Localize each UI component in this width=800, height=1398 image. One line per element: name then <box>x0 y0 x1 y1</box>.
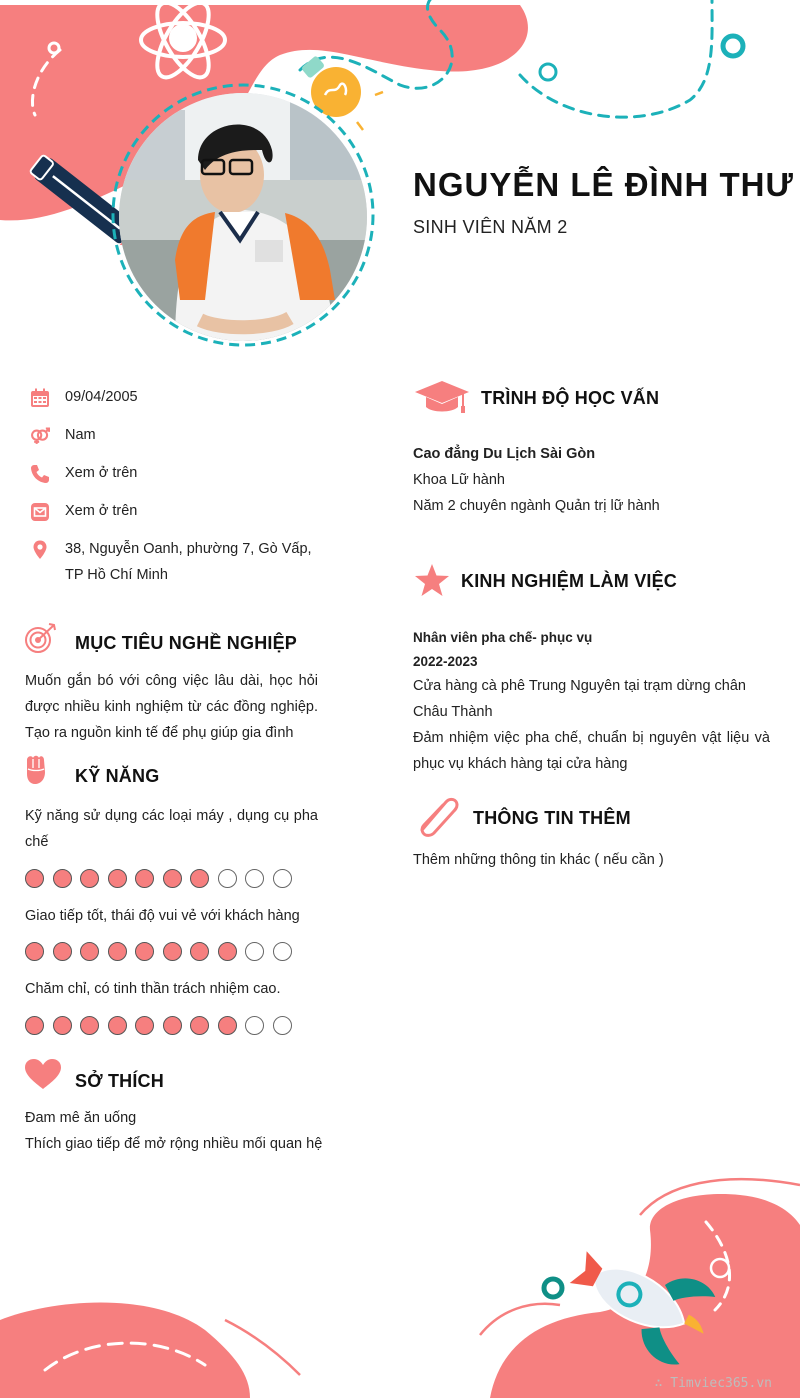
graduation-cap-icon <box>414 380 470 414</box>
phone-value: Xem ở trên <box>65 465 138 481</box>
rating-dot-filled <box>163 869 182 888</box>
rating-dot-filled <box>108 942 127 961</box>
education-school: Cao đẳng Du Lịch Sài Gòn <box>413 446 596 462</box>
experience-period: 2022-2023 <box>413 654 478 669</box>
rating-dot-filled <box>53 942 72 961</box>
contact-address <box>30 540 315 588</box>
education-faculty: Khoa Lữ hành <box>413 472 505 488</box>
extra-title: THÔNG TIN THÊM <box>473 808 631 828</box>
hobby-1: Đam mê ăn uống <box>25 1110 137 1126</box>
rating-dot-filled <box>135 869 154 888</box>
skill-2-label: Giao tiếp tốt, thái độ vui vẻ với khách hàng <box>25 908 300 924</box>
rating-dot-filled <box>53 1016 72 1035</box>
fist-icon <box>24 754 48 786</box>
contact-email <box>30 502 315 524</box>
education-title: TRÌNH ĐỘ HỌC VẤN <box>481 388 660 408</box>
rating-dot-filled <box>218 942 237 961</box>
email-value: Xem ở trên <box>65 503 138 519</box>
hobbies-title: SỞ THÍCH <box>75 1071 164 1091</box>
star-icon <box>414 563 450 597</box>
rating-dot-empty <box>273 942 292 961</box>
rating-dot-filled <box>108 869 127 888</box>
gender-icon <box>30 426 50 446</box>
objective-text: Muốn gắn bó với công việc lâu dài, học hỏi được nhiều kinh nghiệm từ các đồng nghiệp. Tạo ra nguồn kinh tế để phụ giúp gia đình <box>25 673 318 741</box>
objective-title: MỤC TIÊU NGHỀ NGHIỆP <box>75 633 298 653</box>
skill-3-rating <box>25 1016 300 1035</box>
calendar-icon <box>30 388 50 408</box>
location-pin-icon <box>30 540 50 560</box>
skill-2-rating <box>25 942 300 961</box>
skills-title: KỸ NĂNG <box>75 766 160 786</box>
rating-dot-empty <box>245 869 264 888</box>
rating-dot-filled <box>190 869 209 888</box>
rating-dot-filled <box>25 942 44 961</box>
rating-dot-filled <box>218 1016 237 1035</box>
rating-dot-filled <box>163 942 182 961</box>
rating-dot-filled <box>80 1016 99 1035</box>
target-icon <box>24 622 58 654</box>
rating-dot-filled <box>190 1016 209 1035</box>
contact-gender <box>30 426 315 448</box>
experience-duty: Đảm nhiệm việc pha chế, chuẩn bị nguyên vật liệu và phục vụ khách hàng tại cửa hàng <box>413 730 770 772</box>
rating-dot-filled <box>53 869 72 888</box>
rating-dot-filled <box>80 942 99 961</box>
email-icon <box>30 502 50 522</box>
phone-icon <box>30 464 50 484</box>
address-value: 38, Nguyễn Oanh, phường 7, Gò Vấp, TP Hồ Chí Minh <box>65 541 312 583</box>
watermark: ∴ Timviec365.vn <box>654 1376 772 1391</box>
skill-1-label: Kỹ năng sử dụng các loại máy , dụng cụ pha chế <box>25 808 318 850</box>
candidate-name: NGUYỄN LÊ ĐÌNH THƯ <box>413 166 794 203</box>
rating-dot-filled <box>80 869 99 888</box>
rating-dot-empty <box>273 1016 292 1035</box>
experience-position: Nhân viên pha chế- phục vụ <box>413 630 593 645</box>
birthdate-value: 09/04/2005 <box>65 389 138 405</box>
candidate-role: SINH VIÊN NĂM 2 <box>413 217 568 237</box>
rating-dot-filled <box>135 1016 154 1035</box>
education-detail: Năm 2 chuyên ngành Quản trị lữ hành <box>413 498 660 514</box>
gender-value: Nam <box>65 427 96 443</box>
paperclip-icon <box>416 796 460 838</box>
rating-dot-empty <box>218 869 237 888</box>
experience-place: Cửa hàng cà phê Trung Nguyên tại trạm dừng chân Châu Thành <box>413 678 746 720</box>
bottom-left-blob <box>0 1303 250 1398</box>
rating-dot-empty <box>273 869 292 888</box>
experience-title: KINH NGHIỆM LÀM VIỆC <box>461 571 678 591</box>
skill-3-label: Chăm chỉ, có tinh thần trách nhiệm cao. <box>25 981 281 997</box>
heart-icon <box>24 1058 62 1090</box>
hobby-2: Thích giao tiếp để mở rộng nhiều mối quan hệ <box>25 1136 323 1152</box>
extra-text: Thêm những thông tin khác ( nếu cần ) <box>413 852 664 868</box>
skill-1-rating <box>25 869 300 888</box>
rating-dot-empty <box>245 942 264 961</box>
rating-dot-filled <box>163 1016 182 1035</box>
contact-birthdate <box>30 388 315 410</box>
rating-dot-filled <box>25 869 44 888</box>
rating-dot-empty <box>245 1016 264 1035</box>
contact-phone <box>30 464 315 486</box>
rating-dot-filled <box>135 942 154 961</box>
rating-dot-filled <box>25 1016 44 1035</box>
rating-dot-filled <box>108 1016 127 1035</box>
rating-dot-filled <box>190 942 209 961</box>
